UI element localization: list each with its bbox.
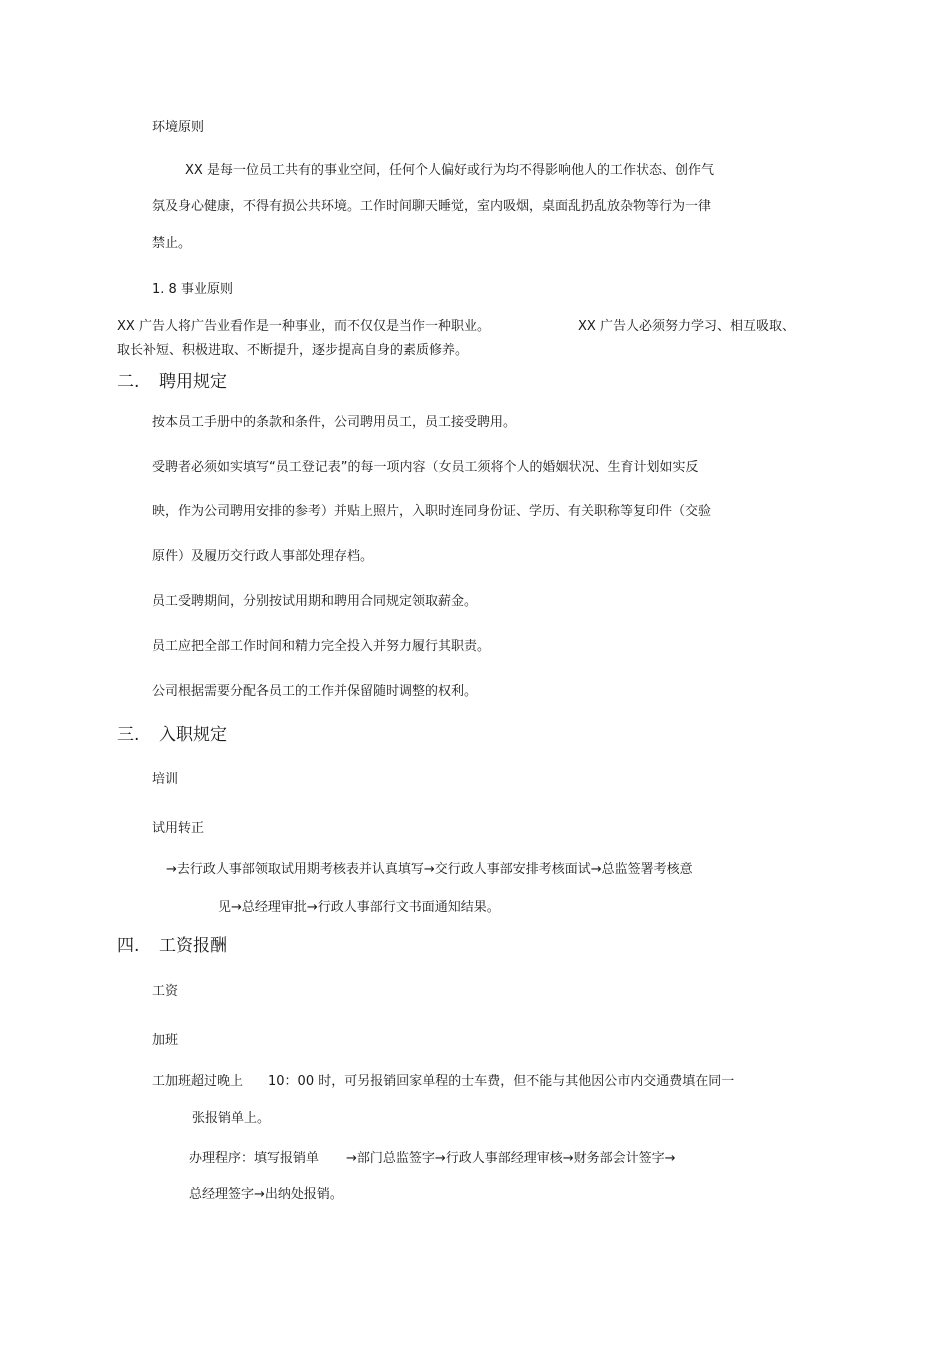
procedure-line-1a: 办理程序：填写报销单 — [189, 1151, 320, 1166]
procedure-line-2: 总经理签字→出纳处报销。 — [189, 1187, 343, 1202]
heading-title: 聘用规定 — [159, 372, 227, 392]
env-paragraph-line-1: XX 是每一位员工共有的事业空间，任何个人偏好或行为均不得影响他人的工作状态、创作气 — [185, 163, 714, 178]
overtime-line-1a: 工加班超过晚上 — [152, 1074, 244, 1089]
heading-title: 入职规定 — [159, 725, 227, 745]
hire-line-5: 员工受聘期间，分别按试用期和聘用合同规定领取薪金。 — [152, 594, 478, 609]
entry-flow-line-2: 见→总经理审批→行政人事部行文书面通知结果。 — [218, 900, 500, 915]
heading-title: 工资报酬 — [159, 936, 227, 956]
overtime-line-1b: 10：00 时，可另报销回家单程的士车费，但不能与其他因公市内交通费填在同一 — [268, 1074, 735, 1089]
entry-flow-line-1: →去行政人事部领取试用期考核表并认真填写→交行政人事部安排考核面试→总监签署考核意 — [166, 862, 693, 877]
heading-number: 二. — [117, 372, 140, 392]
section-heading-pay — [117, 935, 227, 957]
heading-number: 三. — [117, 725, 140, 745]
pay-salary: 工资 — [152, 984, 179, 999]
career-title: 1. 8 事业原则 — [152, 282, 233, 297]
career-line-2: 取长补短、积极进取、不断提升，逐步提高自身的素质修养。 — [117, 343, 469, 358]
env-paragraph-line-3: 禁止。 — [152, 236, 192, 251]
hire-line-6: 员工应把全部工作时间和精力完全投入并努力履行其职责。 — [152, 639, 491, 654]
procedure-line-1b: →部门总监签字→行政人事部经理审核→财务部会计签字→ — [346, 1151, 676, 1166]
overtime-line-2: 张报销单上。 — [192, 1111, 271, 1126]
career-line-1b: XX 广告人必须努力学习、相互吸取、 — [578, 319, 795, 334]
hire-line-3: 映，作为公司聘用安排的参考）并贴上照片，入职时连同身份证、学历、有关职称等复印件（交验 — [152, 504, 712, 519]
section-heading-hire — [117, 371, 227, 393]
hire-line-4: 原件）及履历交行政人事部处理存档。 — [152, 549, 374, 564]
env-paragraph-line-2: 氛及身心健康，不得有损公共环境。工作时间聊天睡觉，室内吸烟，桌面乱扔乱放杂物等行为一律 — [152, 199, 712, 214]
career-line-1a: XX 广告人将广告业看作是一种事业，而不仅仅是当作一种职业。 — [117, 319, 490, 334]
hire-line-7: 公司根据需要分配各员工的工作并保留随时调整的权利。 — [152, 684, 478, 699]
hire-line-1: 按本员工手册中的条款和条件，公司聘用员工，员工接受聘用。 — [152, 415, 517, 430]
env-title: 环境原则 — [152, 120, 205, 135]
entry-training: 培训 — [152, 772, 179, 787]
heading-number: 四. — [117, 936, 140, 956]
hire-line-2: 受聘者必须如实填写“员工登记表”的每一项内容（女员工须将个人的婚姻状况、生育计划如实反 — [152, 460, 699, 475]
entry-probation: 试用转正 — [152, 821, 205, 836]
section-heading-entry — [117, 724, 227, 746]
pay-overtime: 加班 — [152, 1033, 179, 1048]
